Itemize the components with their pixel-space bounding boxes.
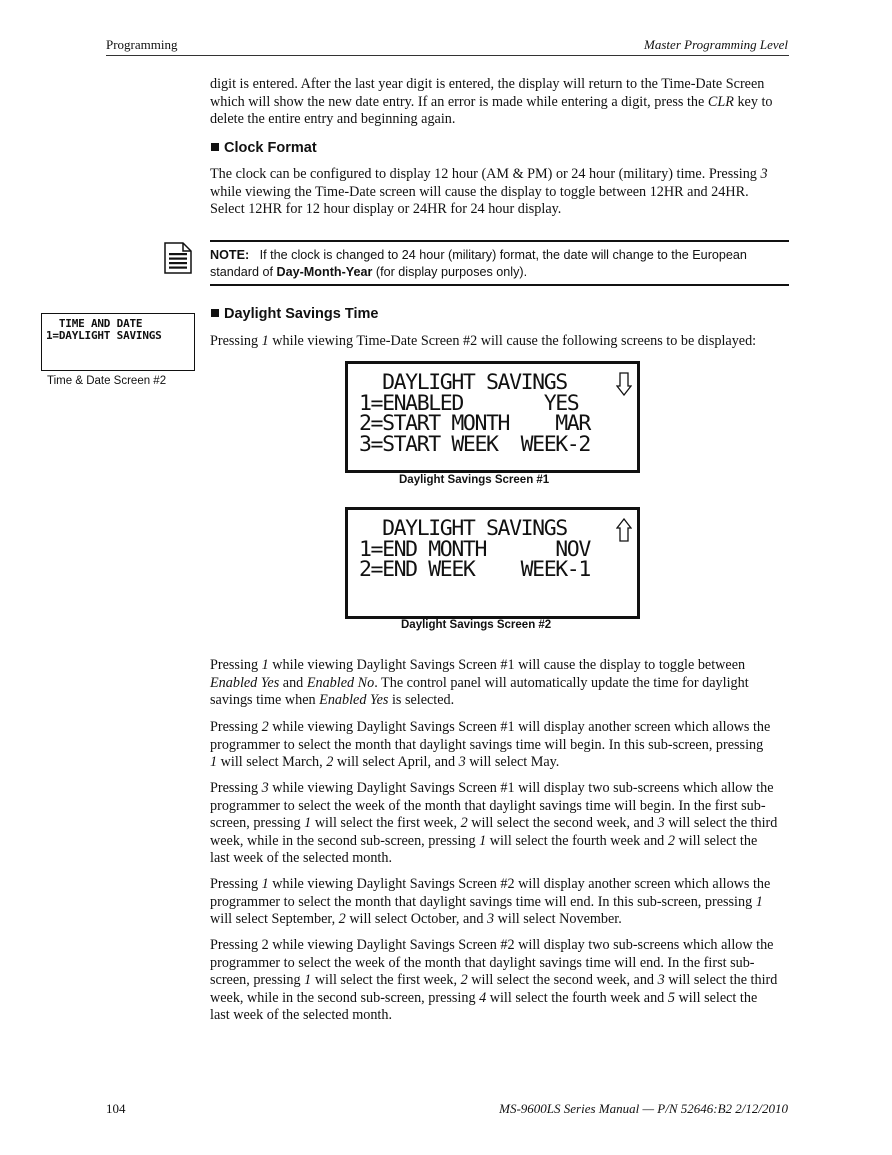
page-number: 104 (106, 1101, 126, 1116)
note-document-icon (163, 241, 193, 280)
screen-2-caption: Daylight Savings Screen #2 (401, 619, 552, 631)
paragraph-end-month: Pressing 1 while viewing Daylight Savings Screen #2 will display another screen which allows the programmer to select the month that daylight savings time will end. In this sub-screen, pressing 1 will select September, 2 will select October, and 3 will select November. (210, 876, 771, 928)
note-bottom-rule (210, 284, 789, 286)
paragraph-start-month: Pressing 2 while viewing Daylight Savings Screen #1 will display another screen which allows the programmer to select the month that daylight savings time will begin. In this sub-screen, pressing 1 will select March, 2 will select April, and 3 will select May. (210, 719, 771, 771)
manual-reference: MS-9600LS Series Manual — P/N 52646:B2 2/12/2010 (499, 1101, 788, 1116)
intro-paragraph: digit is entered. After the last year digit is entered, the display will return to the Time-Date Screen which will show the new date entry. If an error is made while entering a digit, press the CLR key to delete the entire entry and beginning again. (210, 76, 773, 128)
up-arrow-icon (616, 518, 632, 547)
paragraph-end-week: Pressing 2 while viewing Daylight Savings Screen #2 will display two sub-screens which allow the programmer to select the week of the month that daylight savings time will end. In the first sub- screen, pressing 1 will select the first week, 2 will select the second week, and 3 will select the third week, while in the second sub-screen, pressing 4 will select the fourth week and 5 will select the last week of the selected month. (210, 937, 778, 1024)
time-date-screen-2: TIME AND DATE 1=DAYLIGHT SAVINGS (41, 313, 195, 371)
paragraph-toggle-enabled: Pressing 1 while viewing Daylight Savings Screen #1 will cause the display to toggle between Enabled Yes and Enabled No. The control panel will automatically update the time for daylight savings time when Enabled Yes is selected. (210, 657, 749, 709)
note-text: NOTE: If the clock is changed to 24 hour (military) format, the date will change to the European standard of Day-Month-Year (for display purposes only). (210, 248, 747, 279)
square-bullet-icon (211, 143, 219, 151)
clock-format-paragraph: The clock can be configured to display 12 hour (AM & PM) or 24 hour (military) time. Pressing 3 while viewing the Time-Date screen will cause the display to toggle between 12HR and 24HR. Select 12HR for 12 hour display or 24HR for 24 hour display. (210, 166, 768, 218)
header-divider (106, 55, 789, 56)
paragraph-start-week: Pressing 3 while viewing Daylight Savings Screen #1 will display two sub-screens which allow the programmer to select the week of the month that daylight savings time will begin. In the first sub- screen, pressing 1 will select the first week, 2 will select the second week, and 3 will select the third week, while in the second sub-screen, pressing 1 will select the fourth week and 2 will select the last week of the selected month. (210, 780, 778, 867)
clock-format-heading: Clock Format (211, 140, 317, 156)
header-chapter-title: Master Programming Level (644, 37, 788, 52)
square-bullet-icon (211, 309, 219, 317)
daylight-savings-heading: Daylight Savings Time (211, 306, 378, 322)
note-top-rule (210, 240, 789, 242)
daylight-savings-screen-2: DAYLIGHT SAVINGS 1=END MONTH NOV 2=END WEEK WEEK-1 (345, 507, 640, 619)
time-date-screen-caption: Time & Date Screen #2 (47, 375, 167, 387)
daylight-savings-intro: Pressing 1 while viewing Time-Date Screen #2 will cause the following screens to be displayed: (210, 333, 757, 349)
daylight-savings-screen-1: DAYLIGHT SAVINGS 1=ENABLED YES 2=START MONTH MAR 3=START WEEK WEEK-2 (345, 361, 640, 473)
screen-1-caption: Daylight Savings Screen #1 (399, 474, 550, 486)
down-arrow-icon (616, 372, 632, 401)
header-section-title: Programming (106, 37, 178, 52)
